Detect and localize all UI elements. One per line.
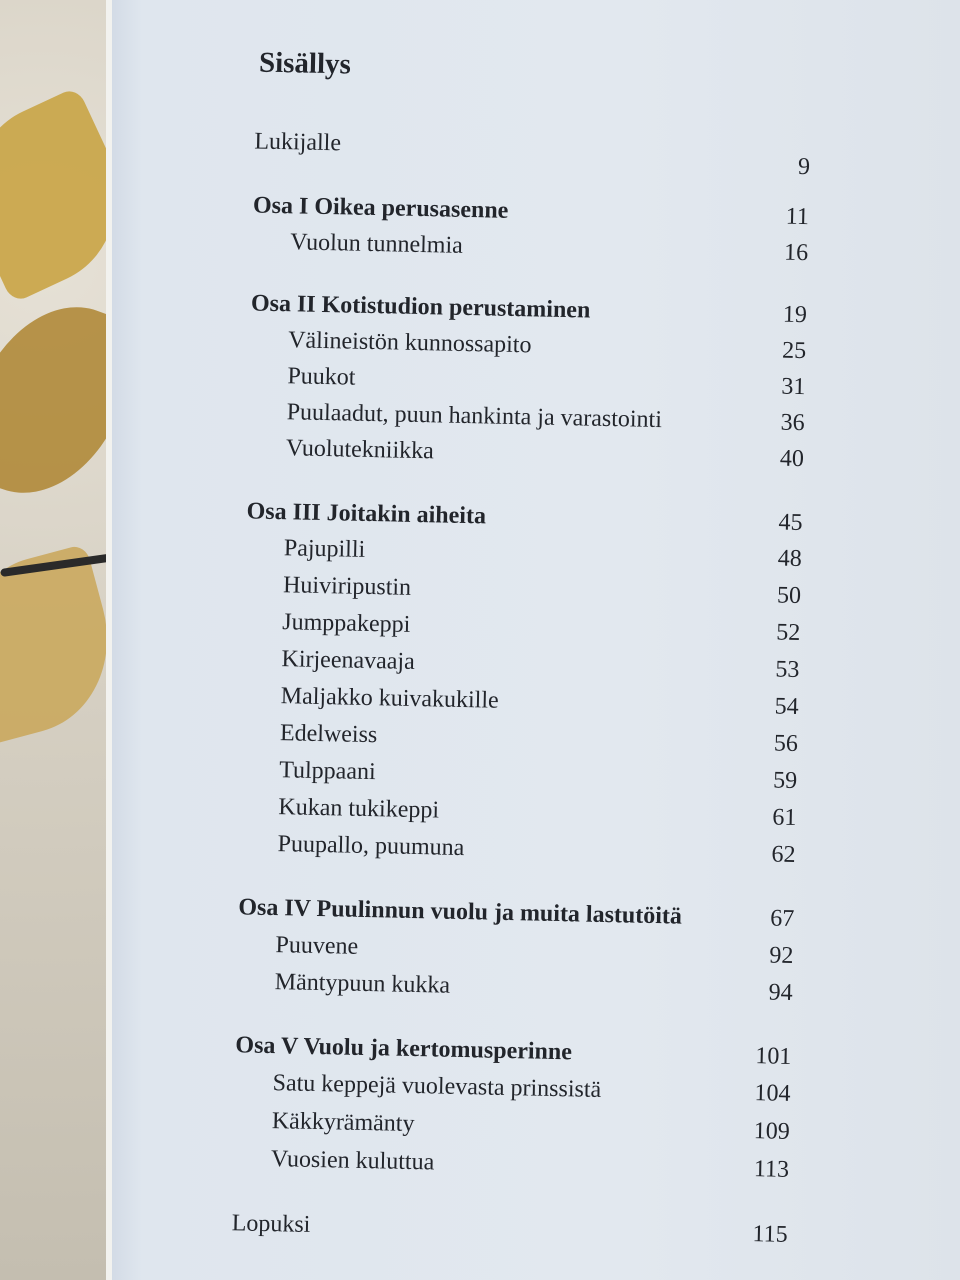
toc-entry-page: 113	[753, 1156, 790, 1183]
toc-entry-page: 36	[780, 409, 805, 437]
toc-entry-label: Puuvene	[275, 932, 359, 960]
toc-entry-label: Vuosien kuluttua	[270, 1146, 435, 1176]
toc-entry-label: Kukan tukikeppi	[278, 794, 440, 824]
toc-entry-intro	[254, 124, 811, 181]
toc-entry-page: 92	[769, 942, 794, 969]
toc-part-label: Osa V Vuolu ja kertomusperinne	[235, 1032, 573, 1066]
toc-entry	[233, 1141, 790, 1187]
toc-entry-label: Mäntypuun kukka	[274, 969, 451, 999]
toc-entry-label: Välineistön kunnossapito	[287, 327, 532, 359]
toc-entry-label: Satu keppejä vuolevasta prinssistä	[272, 1070, 602, 1103]
toc-entry-label: Vuolutekniikka	[285, 435, 435, 465]
toc-entry-page: 115	[752, 1221, 788, 1248]
toc-entry-outro	[231, 1206, 788, 1252]
toc-entry-page: 53	[775, 656, 800, 684]
toc-part-label: Osa III Joitakin aiheita	[246, 498, 487, 530]
toc-entry-label: Tulppaani	[278, 757, 376, 786]
toc-entry-label: Jumppakeppi	[282, 609, 411, 638]
toc-entry-page: 9	[797, 153, 811, 181]
toc-entry-page: 56	[773, 730, 799, 758]
toc-entry-page: 16	[783, 239, 809, 267]
toc-entry-page: 50	[776, 582, 802, 610]
toc-entry-page: 61	[772, 804, 797, 831]
toc-entry-page: 40	[779, 445, 805, 473]
toc-part-label: Osa I Oikea perusasenne	[252, 192, 509, 224]
toc-part-page: 67	[769, 905, 795, 932]
toc-entry-label: Vuolun tunnelmia	[290, 229, 464, 259]
toc-entry-page: 94	[768, 979, 793, 1006]
toc-entry-page: 109	[753, 1118, 791, 1145]
toc-part-page: 19	[782, 301, 808, 329]
toc-entry-page: 59	[772, 767, 798, 794]
toc-part-page: 45	[778, 509, 803, 537]
toc-entry-page: 48	[777, 545, 803, 573]
toc-entry-label: Lopuksi	[231, 1210, 311, 1238]
toc-entry-page: 31	[781, 373, 806, 401]
toc-title: Sisällys	[258, 46, 352, 81]
toc-entry-label: Huiviripustin	[282, 572, 412, 601]
toc-part-page: 101	[755, 1043, 792, 1070]
toc-entry-page: 104	[754, 1080, 791, 1107]
toc-entry-label: Puulaadut, puun hankinta ja varastointi	[286, 399, 663, 434]
toc-part-page: 11	[785, 203, 810, 231]
toc-entry-page: 52	[775, 619, 801, 647]
toc-entry-label: Käkkyrämänty	[271, 1108, 415, 1138]
toc-entry-page: 25	[781, 337, 807, 365]
toc-entry-page: 62	[771, 841, 796, 868]
toc-entry-label: Kirjeenavaaja	[281, 646, 416, 675]
toc-entry-label: Pajupilli	[283, 535, 366, 563]
table-of-contents	[99, 0, 960, 1280]
toc-part-label: Osa II Kotistudion perustaminen	[250, 290, 591, 324]
book-page	[112, 0, 960, 1280]
toc-entry-label: Puupallo, puumuna	[277, 831, 465, 862]
toc-entry-page: 54	[774, 693, 799, 721]
toc-part-label: Osa IV Puulinnun vuolu ja muita lastutöitä	[238, 894, 683, 930]
toc-entry-label: Puukot	[287, 363, 356, 391]
toc-entry-label: Lukijalle	[254, 128, 342, 157]
toc-entry-label: Edelweiss	[279, 720, 378, 749]
toc-entry-label: Maljakko kuivakukille	[280, 683, 499, 714]
